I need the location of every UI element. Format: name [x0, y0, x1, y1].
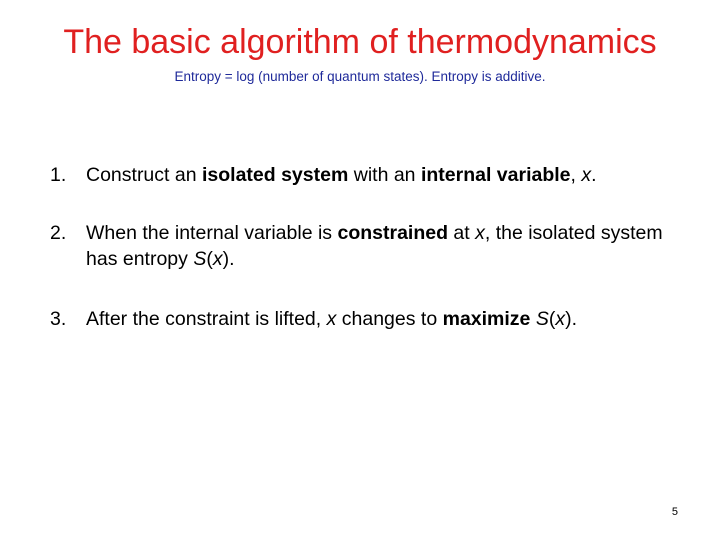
step-number: 2. [50, 222, 67, 244]
step-number: 1. [50, 164, 67, 186]
step-item [50, 162, 690, 188]
step-text-part: Construct an [86, 164, 202, 186]
step-text-bold: isolated system [201, 164, 349, 186]
step-text-part: ( [548, 308, 556, 330]
slide-subtitle: Entropy = log (number of quantum states). Entropy is additive. [174, 69, 546, 84]
step-text-italic: S [535, 308, 549, 330]
step-text-part: , the isolated system has entropy [86, 222, 663, 270]
step-item [50, 220, 690, 272]
step-text-part: When the internal variable is [86, 222, 338, 244]
step-text-italic: x [555, 308, 566, 330]
step-text-italic: x [581, 164, 592, 186]
step-text-part: After the constraint is lifted, [86, 308, 327, 330]
step-text [86, 308, 577, 330]
step-text-part: , [570, 164, 582, 186]
step-text-part: ). [222, 248, 235, 270]
step-text [86, 164, 597, 186]
step-text-bold: maximize [442, 308, 531, 330]
step-text-italic: x [212, 248, 223, 270]
step-text-part: . [591, 164, 597, 186]
step-text-bold: internal variable [420, 164, 571, 186]
step-text [86, 222, 663, 270]
page-number: 5 [671, 506, 678, 518]
step-text-part: ( [206, 248, 213, 270]
step-text-bold: constrained [337, 222, 448, 244]
step-text-italic: x [475, 222, 485, 244]
step-number: 3. [50, 308, 67, 330]
step-text-part: ). [565, 308, 578, 330]
step-text-italic: x [326, 308, 337, 330]
step-text-part: changes to [336, 308, 443, 330]
step-item [50, 306, 690, 332]
slide-title: The basic algorithm of thermodynamics [63, 23, 657, 61]
step-text-part: at [448, 222, 476, 244]
steps-list [50, 162, 690, 364]
step-text-part: with an [348, 164, 421, 186]
step-text-italic: S [193, 248, 207, 270]
